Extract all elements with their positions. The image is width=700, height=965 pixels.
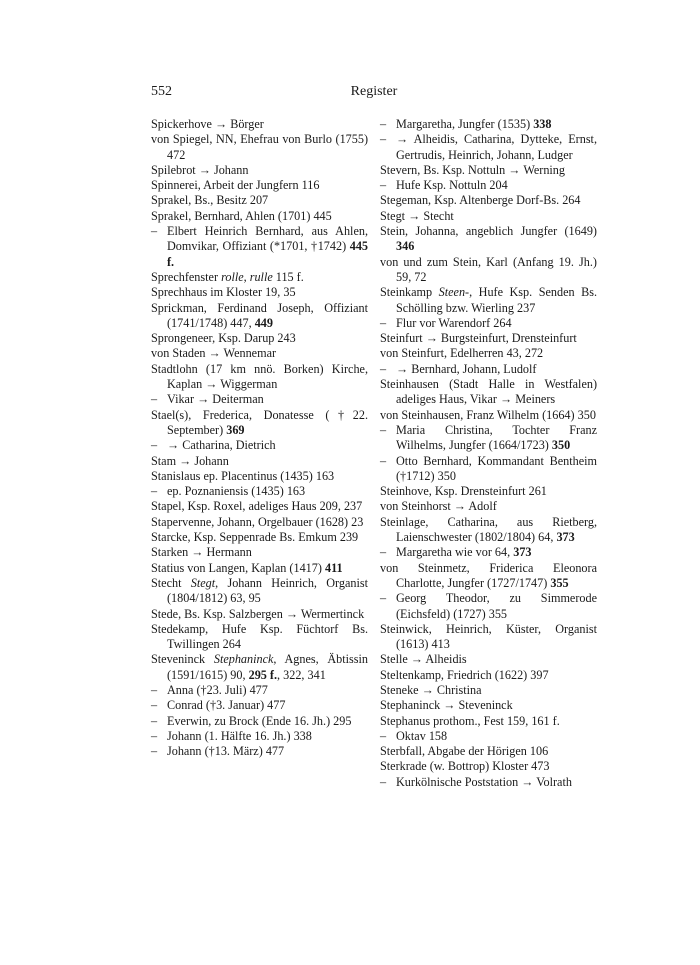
index-entry [151, 224, 368, 270]
entry-text: Spinnerei, Arbeit der Jungfern 116 [151, 178, 320, 193]
index-column-left [151, 117, 368, 759]
entry-dash: – [380, 315, 387, 330]
running-title: Register [350, 84, 398, 99]
index-entry [380, 255, 597, 286]
index-entry [151, 362, 368, 393]
index-entry [151, 561, 368, 576]
index-entry [380, 285, 597, 316]
entry-text: von Steinhausen, Franz Wilhelm (1664) 350 [380, 407, 596, 422]
entry-dash: – [151, 698, 158, 713]
index-entry [380, 377, 597, 408]
entry-bold-ref: 338 [533, 117, 552, 131]
entry-text: Stein, Johanna, angeblich Jungfer (1649) [380, 224, 597, 239]
entry-text: Spickerhove → Börger [151, 117, 264, 131]
entry-text: Margaretha wie vor 64, [396, 545, 514, 560]
entry-dash: – [151, 438, 158, 453]
index-entry [151, 117, 368, 132]
index-entry [151, 301, 368, 332]
index-entry [151, 270, 368, 285]
entry-dash: – [151, 224, 158, 239]
entry-italic: Stegt [190, 575, 216, 590]
entry-dash: – [380, 774, 387, 789]
entry-text: Johann (1. Hälfte 16. Jh.) 338 [167, 728, 312, 743]
index-entry [380, 132, 597, 163]
entry-text: Steinlage, Catharina, aus Rietberg, Laienschwester (1802/1804) 64, [380, 514, 597, 545]
entry-text: → Alheidis, Catharina, Dytteke, Ernst, Gertrudis, Heinrich, Johann, Ludger [396, 132, 597, 162]
entry-text: Stadtlohn (17 km nnö. Borken) Kirche, Kaplan → Wiggerman [151, 361, 368, 392]
index-entry [151, 484, 368, 499]
entry-text: Steneke → Christina [380, 682, 482, 697]
index-entry [380, 729, 597, 744]
entry-text: Sterkrade (w. Bottrop) Kloster 473 [380, 759, 550, 774]
entry-text: Steinfurt → Burgsteinfurt, Drensteinfurt [380, 331, 577, 346]
index-entry [151, 285, 368, 300]
index-entry [380, 499, 597, 514]
index-entry [151, 469, 368, 484]
index-entry [380, 622, 597, 653]
entry-text: Stedekamp, Hufe Ksp. Füchtorf Bs. Twillingen 264 [151, 621, 368, 652]
entry-text: Sprickman, Ferdinand Joseph, Offiziant (1741/1748) 447, [151, 300, 368, 330]
entry-text: Stegeman, Ksp. Altenberge Dorf-Bs. 264 [380, 193, 581, 208]
index-entry [380, 362, 597, 377]
entry-text: von Steinmetz, Friderica Eleonora Charlotte, Jungfer (1727/1747) [380, 560, 597, 590]
entry-text: , Agnes, Äbtissin (1591/1615) 90, [167, 652, 368, 682]
entry-text: Everwin, zu Brock (Ende 16. Jh.) 295 [167, 713, 352, 728]
index-entry [151, 408, 368, 439]
index-entry [151, 622, 368, 653]
entry-text: , 322, 341 [277, 667, 326, 682]
entry-text: von und zum Stein, Karl (Anfang 19. Jh.) 59, 72 [380, 254, 597, 284]
entry-dash: – [380, 117, 387, 131]
entry-dash: – [151, 713, 158, 728]
index-entry [151, 714, 368, 729]
entry-text: Georg Theodor, zu Simmerode (Eichsfeld) (1727) 355 [396, 591, 597, 621]
index-entry [380, 698, 597, 713]
index-entry [380, 408, 597, 423]
entry-text: Steinhausen (Stadt Halle in Westfalen) adeliges Haus, Vikar → Meiners [380, 377, 597, 407]
entry-dash: – [380, 728, 387, 743]
entry-dash: – [380, 453, 387, 468]
entry-text: Flur vor Warendorf 264 [396, 315, 512, 330]
index-entry [151, 576, 368, 607]
entry-bold-ref: 355 [550, 575, 569, 590]
entry-text: Sprechfenster [151, 269, 222, 284]
entry-text: Statius von Langen, Kaplan (1417) [151, 560, 325, 575]
page-number: 552 [151, 84, 172, 99]
index-entry [380, 652, 597, 667]
entry-bold-ref: 346 [396, 239, 415, 254]
entry-text: Stapervenne, Johann, Orgelbauer (1628) 23 [151, 514, 364, 529]
entry-text: → Bernhard, Johann, Ludolf [396, 361, 537, 376]
entry-text: Stapel, Ksp. Roxel, adeliges Haus 209, 237 [151, 499, 363, 514]
entry-text: Margaretha, Jungfer (1535) [396, 117, 534, 131]
entry-text: Stegt → Stecht [380, 208, 454, 223]
entry-text: Steinwick, Heinrich, Küster, Organist (1613) 413 [380, 621, 597, 652]
index-entry [380, 163, 597, 178]
index-entry [380, 423, 597, 454]
index-entry [380, 759, 597, 774]
index-entry [151, 331, 368, 346]
entry-text: von Spiegel, NN, Ehefrau von Burlo (1755) 472 [151, 132, 368, 162]
index-entry [380, 744, 597, 759]
index-entry [380, 117, 597, 132]
index-entry [151, 499, 368, 514]
entry-text: Maria Christina, Tochter Franz Wilhelms, Jungfer (1664/1723) [396, 422, 597, 453]
entry-bold-ref: 373 [513, 545, 532, 560]
entry-bold-ref: 295 f. [248, 667, 278, 682]
entry-dash: – [380, 361, 387, 376]
index-entry [151, 438, 368, 453]
index-entry [151, 652, 368, 683]
entry-text: Sprakel, Bernhard, Ahlen (1701) 445 [151, 208, 332, 223]
index-entry [151, 132, 368, 163]
entry-text: Stephanus prothom., Fest 159, 161 f. [380, 713, 560, 728]
index-entry [151, 193, 368, 208]
entry-bold-ref: 373 [556, 530, 575, 545]
index-entry [151, 454, 368, 469]
entry-italic: rolle, rulle [221, 269, 273, 284]
entry-text: Hufe Ksp. Nottuln 204 [396, 178, 508, 193]
entry-text: Stelle → Alheidis [380, 652, 467, 667]
index-entry [380, 545, 597, 560]
index-entry [380, 775, 597, 790]
index-entry [151, 392, 368, 407]
entry-bold-ref: 411 [324, 560, 343, 575]
entry-text: Steinkamp [380, 285, 439, 300]
index-entry [151, 209, 368, 224]
entry-dash: – [380, 178, 387, 193]
index-entry [380, 714, 597, 729]
index-entry [151, 163, 368, 178]
index-column-right [380, 117, 597, 790]
entry-bold-ref: 445 f. [167, 239, 368, 269]
index-entry [380, 193, 597, 208]
entry-dash: – [151, 728, 158, 743]
index-entry [151, 698, 368, 713]
entry-bold-ref: 350 [551, 438, 571, 453]
entry-text: Starcke, Ksp. Seppenrade Bs. Emkum 239 [151, 530, 359, 545]
entry-text: von Staden → Wennemar [151, 346, 277, 361]
index-entry [380, 515, 597, 546]
entry-text: Oktav 158 [396, 728, 448, 743]
index-entry [151, 744, 368, 759]
entry-dash: – [151, 392, 158, 407]
entry-text: Starken → Hermann [151, 545, 252, 560]
entry-dash: – [151, 484, 158, 499]
entry-dash: – [151, 744, 158, 759]
index-entry [380, 561, 597, 592]
entry-text: Stede, Bs. Ksp. Salzbergen → Wermertinck [151, 606, 365, 621]
entry-text: ep. Poznaniensis (1435) 163 [167, 484, 306, 499]
index-entry [151, 729, 368, 744]
index-entry [380, 683, 597, 698]
entry-text: , Johann Heinrich, Organist (1804/1812) 63, 95 [167, 575, 368, 606]
index-entry [380, 484, 597, 499]
entry-text: Steinhove, Ksp. Drensteinfurt 261 [380, 484, 547, 499]
entry-text: Vikar → Deiterman [167, 392, 264, 407]
entry-text: Sprakel, Bs., Besitz 207 [151, 193, 269, 208]
index-entry [380, 331, 597, 346]
running-header [151, 84, 597, 104]
index-entry [380, 346, 597, 361]
entry-italic: Steen- [438, 285, 470, 300]
index-entry [151, 515, 368, 530]
entry-text: Otto Bernhard, Kommandant Bentheim (†1712) 350 [396, 453, 597, 483]
index-entry [151, 346, 368, 361]
index-entry [151, 530, 368, 545]
entry-text: , Hufe Ksp. Senden Bs. Schölling bzw. Wierling 237 [396, 285, 597, 315]
entry-text: Johann (†13. März) 477 [167, 744, 285, 759]
entry-text: von Steinfurt, Edelherren 43, 272 [380, 346, 544, 361]
entry-dash: – [380, 422, 387, 437]
index-entry [380, 209, 597, 224]
index-entry [380, 178, 597, 193]
entry-text: Conrad (†3. Januar) 477 [167, 698, 286, 713]
index-entry [151, 683, 368, 698]
index-entry [151, 545, 368, 560]
entry-dash: – [380, 591, 387, 606]
entry-italic: Stephaninck [213, 652, 274, 667]
entry-bold-ref: 449 [254, 315, 273, 330]
index-entry [151, 607, 368, 622]
entry-text: Stam → Johann [151, 453, 229, 468]
entry-text: Sprongeneer, Ksp. Darup 243 [151, 331, 296, 346]
entry-text: Kurkölnische Poststation → Volrath [396, 774, 572, 789]
entry-text: von Steinhorst → Adolf [380, 499, 497, 514]
entry-text: Stephaninck → Steveninck [380, 698, 513, 713]
entry-text: Sprechhaus im Kloster 19, 35 [151, 285, 296, 300]
entry-dash: – [380, 545, 387, 560]
index-entry [380, 454, 597, 485]
entry-text: Stevern, Bs. Ksp. Nottuln → Werning [380, 162, 565, 177]
entry-text: Sterbfall, Abgabe der Hörigen 106 [380, 744, 549, 759]
index-entry [380, 591, 597, 622]
entry-text: Stanislaus ep. Placentinus (1435) 163 [151, 468, 335, 483]
entry-text: → Catharina, Dietrich [167, 438, 276, 453]
entry-text: Spilebrot → Johann [151, 162, 249, 177]
index-entry [380, 668, 597, 683]
index-entry [151, 178, 368, 193]
entry-dash: – [151, 682, 158, 697]
entry-text: Stecht [151, 575, 191, 590]
entry-text: Steltenkamp, Friedrich (1622) 397 [380, 667, 549, 682]
entry-text: Steveninck [151, 652, 214, 667]
index-entry [380, 316, 597, 331]
entry-bold-ref: 369 [226, 422, 245, 437]
entry-dash: – [380, 132, 387, 147]
entry-text: Elbert Heinrich Bernhard, aus Ahlen, Domvikar, Offiziant (*1701, †1742) [167, 224, 368, 254]
entry-text: Anna (†23. Juli) 477 [167, 682, 268, 697]
entry-text: 115 f. [272, 269, 304, 284]
index-entry [380, 224, 597, 255]
entry-text: Stael(s), Frederica, Donatesse (†22. September) [151, 407, 368, 437]
